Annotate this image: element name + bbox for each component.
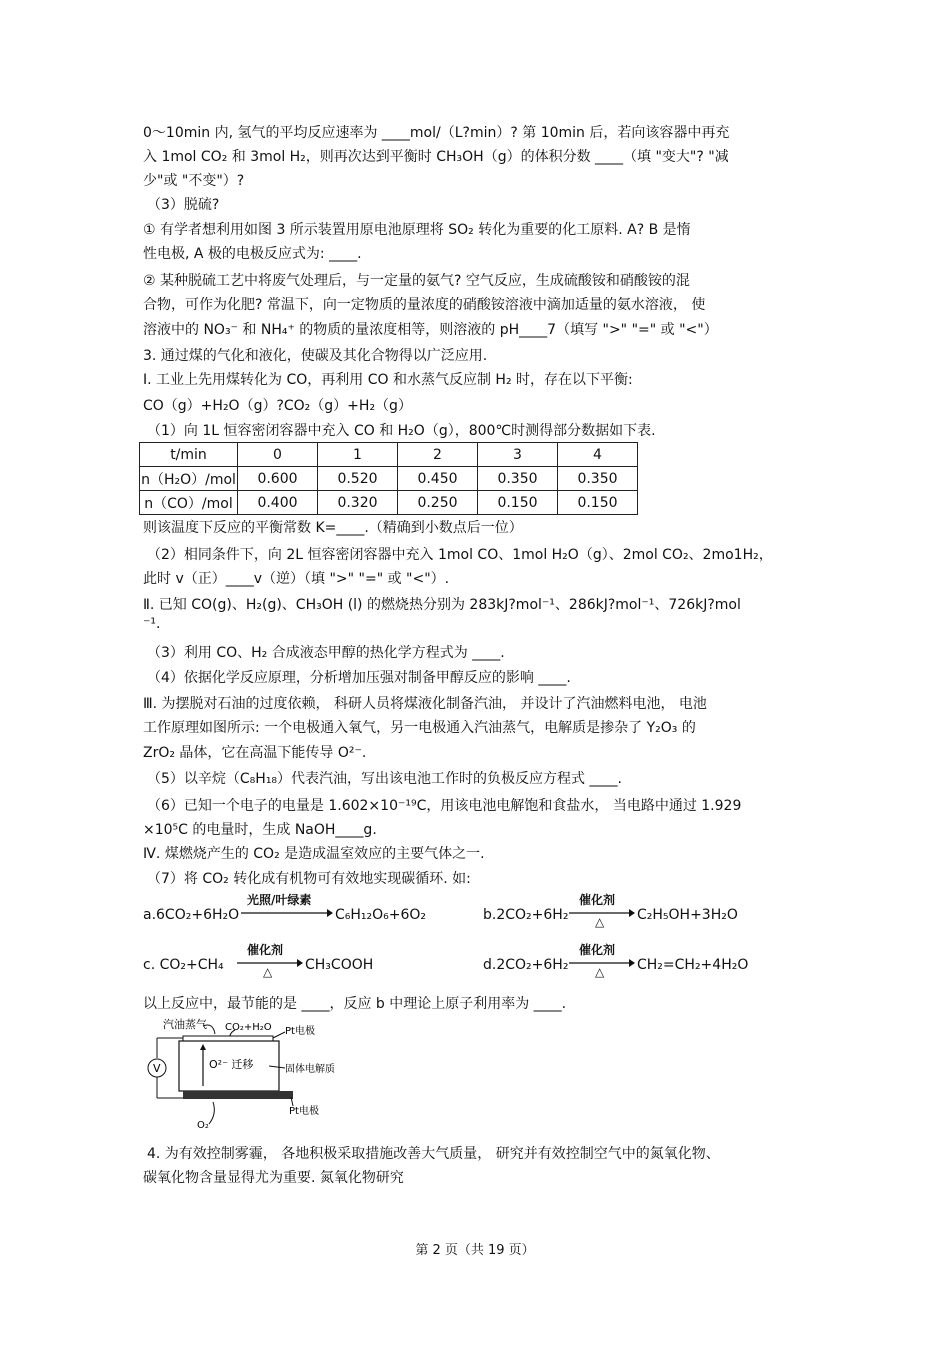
reaction-a-left: a.6CO₂+6H₂O — [143, 907, 240, 923]
reaction-a — [143, 893, 463, 933]
oxygen-label: O₂ — [197, 1120, 209, 1131]
text-line: Ⅱ. 已知 CO(g)、H₂(g)、CH₃OH (l) 的燃烧热分别为 283kJ?mol⁻¹、286kJ?mol⁻¹、726kJ?mol — [143, 597, 741, 613]
text-line: 4. 为有效控制雾霾， 各地积极采取措施改善大气质量， 研究并有效控制空气中的氮氧化物、 — [147, 1146, 720, 1162]
heat-icon: △ — [595, 915, 605, 929]
reaction-d — [483, 943, 783, 983]
reaction-arrow-icon — [241, 907, 333, 919]
reaction-c — [143, 943, 463, 983]
table-row — [140, 491, 638, 515]
reaction-c-right: CH₃COOH — [305, 957, 374, 973]
table-cell: 0.150 — [558, 491, 638, 515]
text-line: （3）脱硫? — [147, 197, 220, 213]
table-cell: 0.320 — [318, 491, 398, 515]
electrolyte-label: 固体电解质 — [285, 1064, 335, 1075]
text-line: （7）将 CO₂ 转化成有机物可有效地实现碳循环. 如: — [147, 871, 471, 887]
reaction-d-left: d.2CO₂+6H₂ — [483, 957, 569, 973]
text-line: 入 1mol CO₂ 和 3mol H₂，则再次达到平衡时 CH₃OH（g）的体积分数 ____（填 "变大"? "减 — [143, 149, 729, 165]
products-label: CO₂+H₂O — [225, 1022, 272, 1033]
reaction-a-condition: 光照/叶绿素 — [247, 893, 312, 907]
text-line: 以上反应中，最节能的是 ____，反应 b 中理论上原子利用率为 ____. — [143, 996, 567, 1012]
text-line: （3）利用 CO、H₂ 合成液态甲醇的热化学方程式为 ____. — [147, 645, 505, 661]
table-cell: 0.520 — [318, 467, 398, 491]
table-cell: 0.400 — [238, 491, 318, 515]
text-line: 则该温度下反应的平衡常数 K=____.（精确到小数点后一位） — [143, 520, 523, 536]
text-line: 0～10min 内, 氢气的平均反应速率为 ____mol/（L?min）? 第 10min 后，若向该容器中再充 — [143, 125, 730, 141]
table-cell: 3 — [478, 443, 558, 467]
reaction-b-right: C₂H₅OH+3H₂O — [637, 907, 738, 923]
text-line: 3. 通过煤的气化和液化，使碳及其化合物得以广泛应用. — [143, 348, 488, 364]
reaction-b-condition: 催化剂 — [579, 893, 616, 907]
voltmeter-icon: V — [153, 1062, 161, 1075]
text-line: 此时 v（正）____v（逆）（填 ">" "=" 或 "<"）. — [143, 571, 450, 587]
bottom-electrode-label: Pt电极 — [289, 1106, 319, 1117]
heat-icon: △ — [595, 965, 605, 979]
page-footer: 第 2 页（共 19 页） — [415, 1243, 535, 1258]
text-line: ZrO₂ 晶体，它在高温下能传导 O²⁻. — [143, 745, 367, 761]
table-cell: 2 — [398, 443, 478, 467]
text-line: 溶液中的 NO₃⁻ 和 NH₄⁺ 的物质的量浓度相等，则溶液的 pH____7（填写 ">" "=" 或 "<"） — [143, 322, 718, 338]
table-cell: 0.350 — [478, 467, 558, 491]
heat-icon: △ — [263, 965, 273, 979]
text-line: Ⅳ. 煤燃烧产生的 CO₂ 是造成温室效应的主要气体之一. — [143, 846, 485, 862]
reaction-c-condition: 催化剂 — [247, 943, 284, 957]
reaction-d-condition: 催化剂 — [579, 943, 616, 957]
text-line: ×10⁵C 的电量时，生成 NaOH____g. — [143, 822, 377, 838]
table-cell: n（CO）/mol — [140, 491, 238, 515]
table-row — [140, 467, 638, 491]
text-line: ⁻¹. — [143, 616, 161, 632]
text-line: （1）向 1L 恒容密闭容器中充入 CO 和 H₂O（g），800℃时测得部分数据如下表. — [147, 423, 656, 439]
migration-label: O²⁻ 迁移 — [209, 1058, 254, 1071]
text-line: ② 某种脱硫工艺中将废气处理后，与一定量的氨气? 空气反应，生成硫酸铵和硝酸铵的混 — [143, 273, 690, 289]
data-table — [139, 442, 638, 515]
reaction-c-left: c. CO₂+CH₄ — [143, 957, 224, 973]
text-line: （2）相同条件下，向 2L 恒容密闭容器中充入 1mol CO、1mol H₂O（g）、2mol CO₂、2mo1H₂， — [147, 547, 773, 563]
text-line: 工作原理如图所示: 一个电极通入氧气，另一电极通入汽油蒸气，电解质是掺杂了 Y₂O₃ 的 — [143, 720, 696, 736]
text-line: （6）已知一个电子的电量是 1.602×10⁻¹⁹C，用该电池电解饱和食盐水， 当电路中通过 1.929 — [147, 798, 742, 814]
text-line: CO（g）+H₂O（g）?CO₂（g）+H₂（g） — [143, 398, 412, 414]
reaction-d-right: CH₂=CH₂+4H₂O — [637, 957, 749, 973]
reaction-b-left: b.2CO₂+6H₂ — [483, 907, 569, 923]
text-line: ① 有学者想利用如图 3 所示装置用原电池原理将 SO₂ 转化为重要的化工原料. A? B 是惰 — [143, 222, 691, 238]
table-cell: 0 — [238, 443, 318, 467]
reaction-a-right: C₆H₁₂O₆+6O₂ — [335, 907, 427, 923]
table-cell: 0.350 — [558, 467, 638, 491]
table-cell: 0.600 — [238, 467, 318, 491]
text-line: （5）以辛烷（C₈H₁₈）代表汽油，写出该电池工作时的负极反应方程式 ____. — [147, 771, 622, 787]
text-line: 少"或 "不变"）? — [143, 173, 245, 189]
table-header-row — [140, 443, 638, 467]
table-cell: 0.150 — [478, 491, 558, 515]
table-cell: 4 — [558, 443, 638, 467]
top-electrode-label: Pt电极 — [285, 1026, 315, 1037]
text-line: 碳氧化物含量显得尤为重要. 氮氧化物研究 — [143, 1170, 404, 1186]
text-line: 性电极, A 极的电极反应式为: ____. — [143, 246, 362, 262]
table-cell: 1 — [318, 443, 398, 467]
text-line: （4）依据化学反应原理，分析增加压强对制备甲醇反应的影响 ____. — [147, 670, 571, 686]
text-line: 合物，可作为化肥? 常温下，向一定物质的量浓度的硝酸铵溶液中滴加适量的氨水溶液， 使 — [143, 297, 706, 313]
table-cell: n（H₂O）/mol — [140, 467, 238, 491]
text-line: Ⅰ. 工业上先用煤转化为 CO，再利用 CO 和水蒸气反应制 H₂ 时，存在以下平衡: — [143, 372, 633, 388]
reaction-b — [483, 893, 783, 933]
table-cell: 0.450 — [398, 467, 478, 491]
fuel-cell-diagram — [143, 1018, 383, 1138]
table-cell: 0.250 — [398, 491, 478, 515]
table-cell: t/min — [140, 443, 238, 467]
text-line: Ⅲ. 为摆脱对石油的过度依赖， 科研人员将煤液化制备汽油， 并设计了汽油燃料电池， 电池 — [143, 696, 707, 712]
gasoline-label: 汽油蒸气 — [163, 1018, 207, 1031]
